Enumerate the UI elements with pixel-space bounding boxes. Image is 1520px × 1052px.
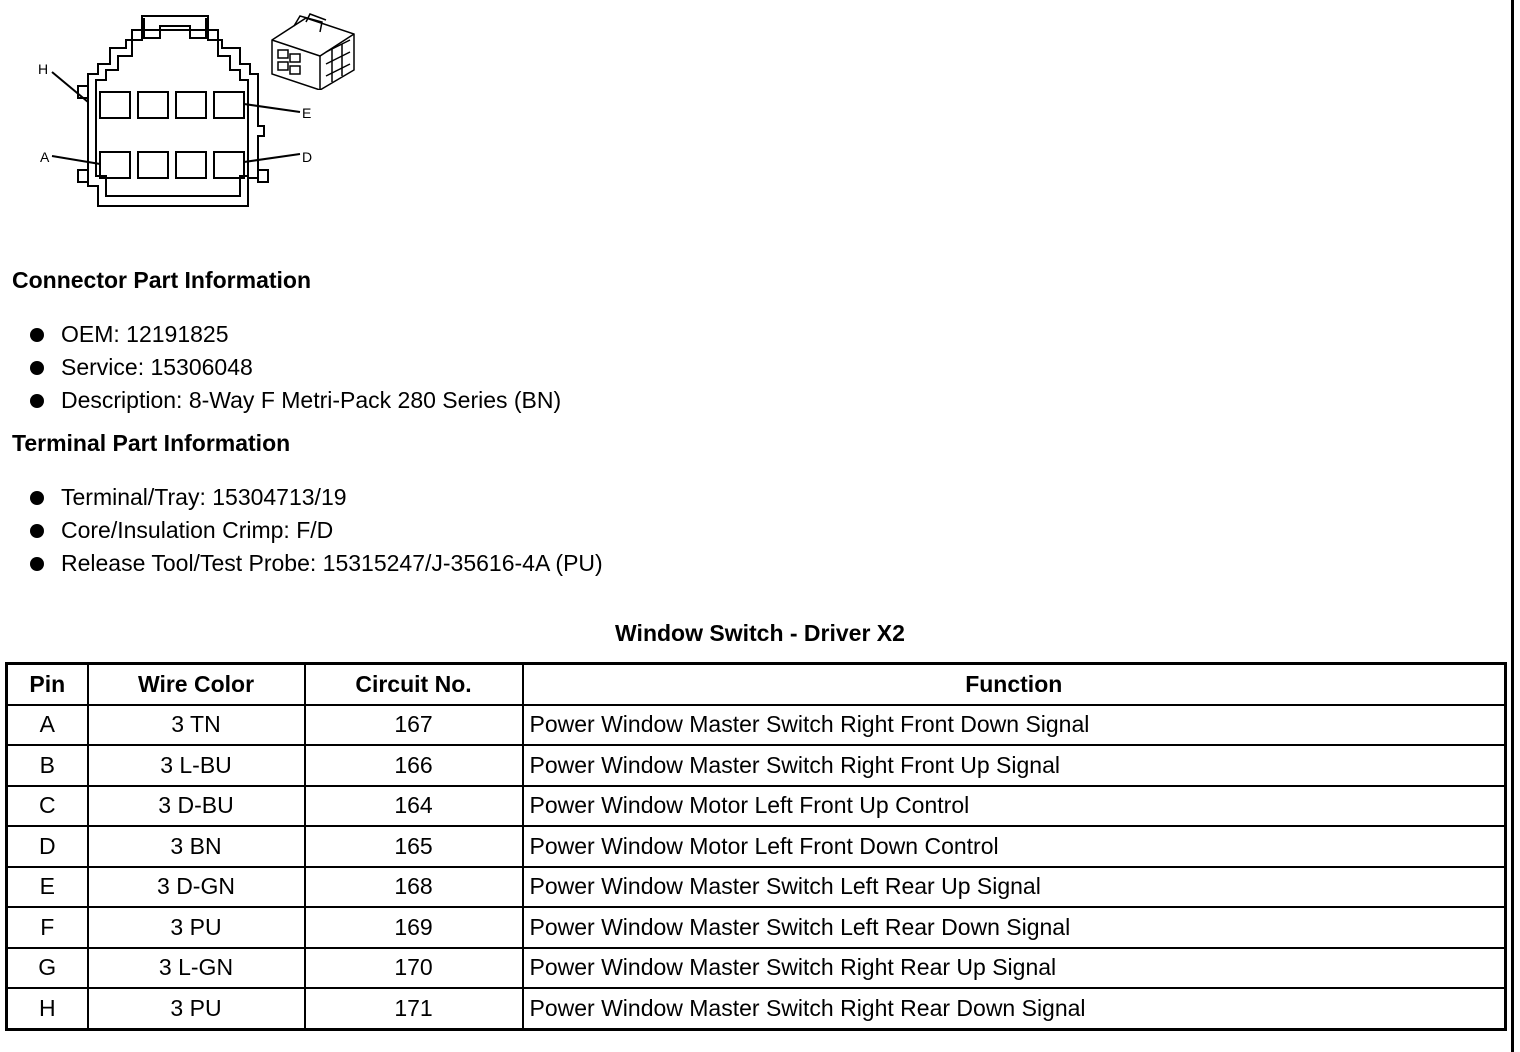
terminal-info-list (30, 481, 603, 580)
cell-function: Power Window Master Switch Right Rear Down Signal (523, 988, 1506, 1029)
header-wire-color: Wire Color (88, 664, 305, 705)
cell-wire-color: 3 D-BU (88, 786, 305, 827)
table-row (7, 988, 1506, 1029)
table-header-row (7, 664, 1506, 705)
cell-function: Power Window Master Switch Right Front Down Signal (523, 705, 1506, 746)
header-function: Function (523, 664, 1506, 705)
right-border-line (1511, 0, 1514, 1052)
pinout-table (5, 662, 1507, 1031)
cell-circuit-no: 170 (305, 948, 523, 989)
cell-function: Power Window Master Switch Right Rear Up Signal (523, 948, 1506, 989)
list-item (30, 514, 603, 547)
pin-label-a: A (40, 149, 50, 165)
table-row (7, 826, 1506, 867)
cell-pin: G (7, 948, 88, 989)
table-row (7, 705, 1506, 746)
cell-function: Power Window Motor Left Front Down Control (523, 826, 1506, 867)
list-item (30, 547, 603, 580)
cell-pin: A (7, 705, 88, 746)
cell-wire-color: 3 BN (88, 826, 305, 867)
cell-circuit-no: 168 (305, 867, 523, 908)
cell-wire-color: 3 PU (88, 907, 305, 948)
list-item-text: Service: 15306048 (61, 354, 253, 380)
table-row (7, 948, 1506, 989)
cell-pin: B (7, 745, 88, 786)
bullet-icon (30, 524, 44, 538)
list-item (30, 481, 603, 514)
connector-info-heading: Connector Part Information (12, 267, 312, 293)
cell-wire-color: 3 PU (88, 988, 305, 1029)
cell-circuit-no: 169 (305, 907, 523, 948)
list-item (30, 351, 561, 384)
cell-function: Power Window Motor Left Front Up Control (523, 786, 1506, 827)
terminal-info-heading: Terminal Part Information (12, 430, 291, 456)
cell-circuit-no: 171 (305, 988, 523, 1029)
cell-circuit-no: 164 (305, 786, 523, 827)
list-item-text: Terminal/Tray: 15304713/19 (61, 484, 347, 510)
table-title: Window Switch - Driver X2 (615, 620, 905, 646)
cell-pin: E (7, 867, 88, 908)
cell-circuit-no: 167 (305, 705, 523, 746)
list-item (30, 384, 561, 417)
pin-label-h: H (38, 61, 49, 77)
cell-wire-color: 3 TN (88, 705, 305, 746)
list-item (30, 318, 561, 351)
bullet-icon (30, 361, 44, 375)
cell-wire-color: 3 D-GN (88, 867, 305, 908)
pin-label-e: E (302, 105, 312, 121)
bullet-icon (30, 328, 44, 342)
list-item-text: Core/Insulation Crimp: F/D (61, 517, 334, 543)
table-row (7, 745, 1506, 786)
cell-pin: F (7, 907, 88, 948)
cell-function: Power Window Master Switch Left Rear Up Signal (523, 867, 1506, 908)
cell-circuit-no: 165 (305, 826, 523, 867)
cell-function: Power Window Master Switch Left Rear Down Signal (523, 907, 1506, 948)
cell-function: Power Window Master Switch Right Front Up Signal (523, 745, 1506, 786)
list-item-text: OEM: 12191825 (61, 321, 229, 347)
cell-wire-color: 3 L-GN (88, 948, 305, 989)
bullet-icon (30, 557, 44, 571)
cell-pin: H (7, 988, 88, 1029)
cell-wire-color: 3 L-BU (88, 745, 305, 786)
list-item-text: Description: 8-Way F Metri-Pack 280 Series (BN) (61, 387, 562, 413)
table-row (7, 786, 1506, 827)
cell-pin: C (7, 786, 88, 827)
cell-pin: D (7, 826, 88, 867)
bullet-icon (30, 394, 44, 408)
table-row (7, 907, 1506, 948)
bullet-icon (30, 491, 44, 505)
header-pin: Pin (7, 664, 88, 705)
cell-circuit-no: 166 (305, 745, 523, 786)
pin-label-d: D (302, 149, 313, 165)
connector-isometric-icon (266, 12, 361, 90)
connector-info-list (30, 318, 561, 417)
list-item-text: Release Tool/Test Probe: 15315247/J-35616-4A (PU) (61, 550, 603, 576)
table-row (7, 867, 1506, 908)
header-circuit-no: Circuit No. (305, 664, 523, 705)
